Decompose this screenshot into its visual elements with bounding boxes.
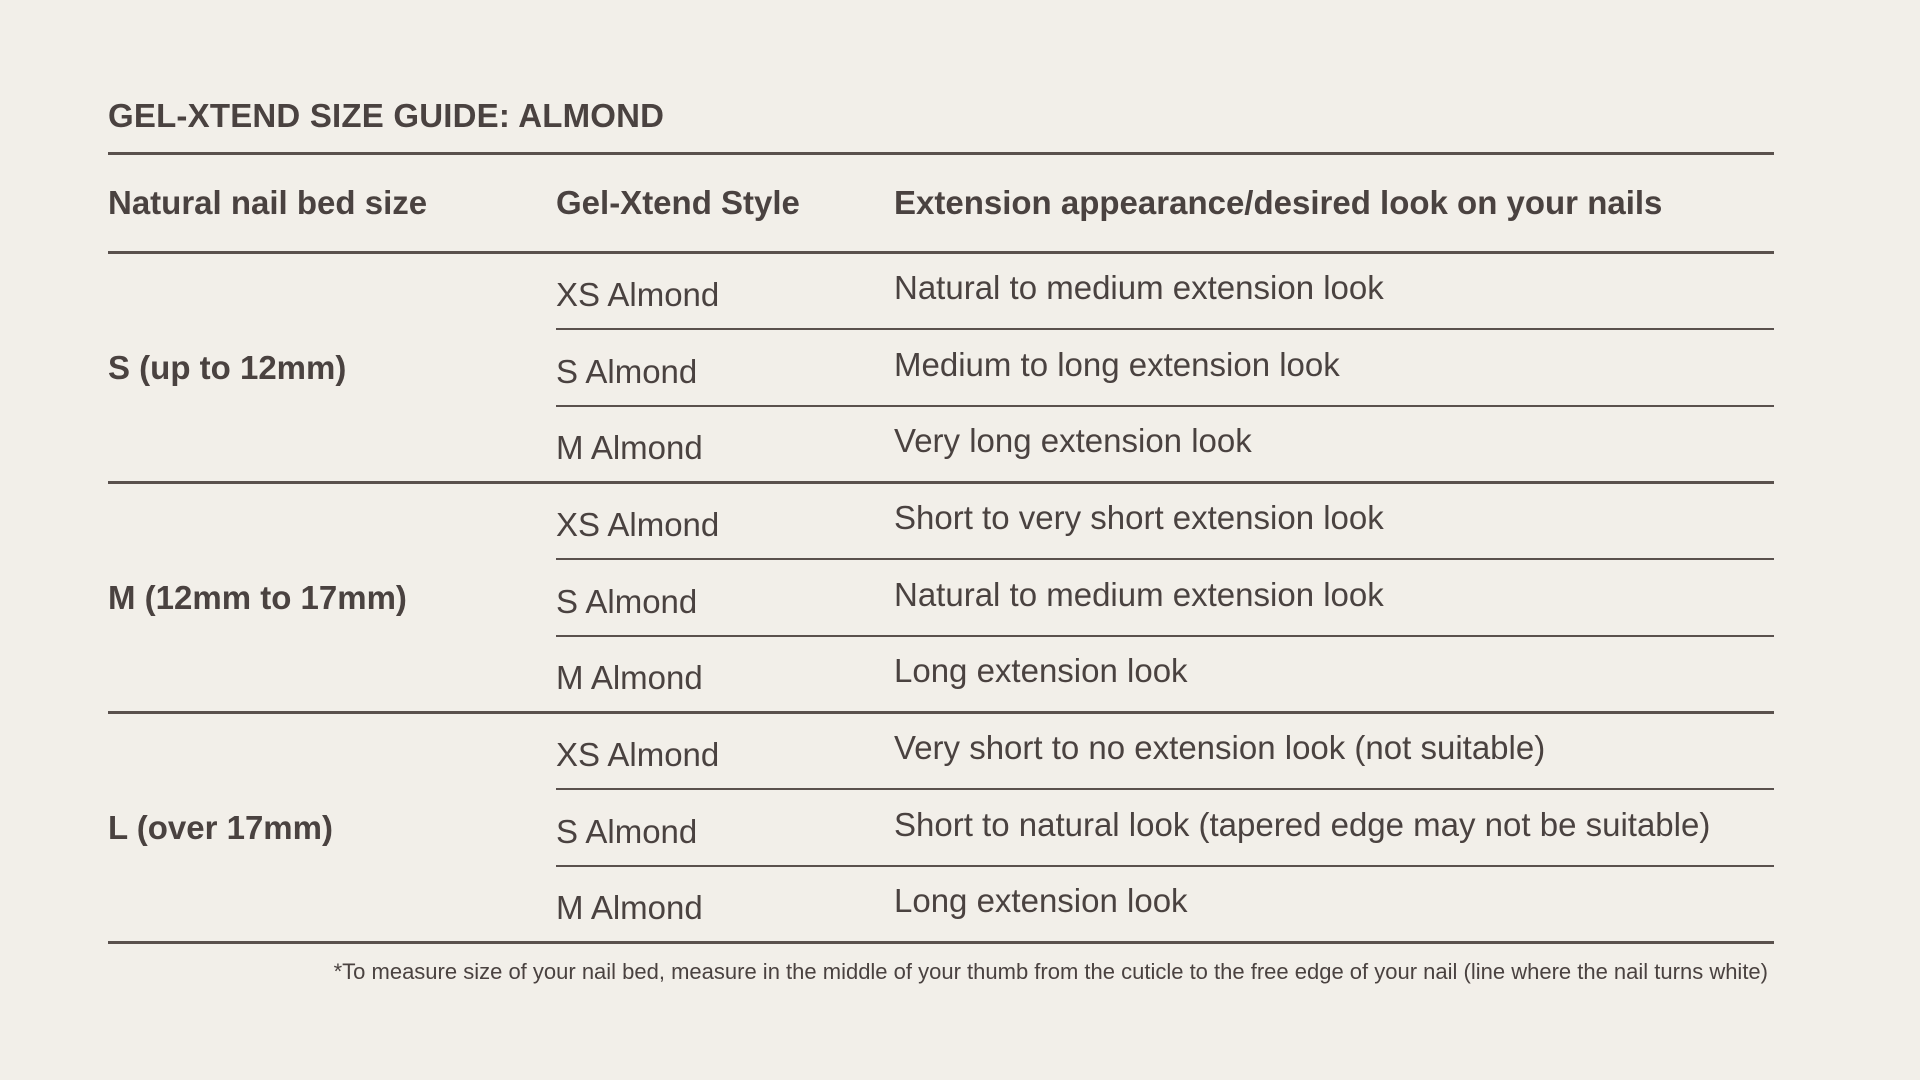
look-cell: Short to natural look (tapered edge may not be suitable)	[894, 805, 1711, 843]
table-header	[108, 155, 1774, 251]
size-label: M (12mm to 17mm)	[108, 578, 407, 616]
look-cell: Long extension look	[894, 651, 1188, 689]
size-guide	[108, 92, 1774, 988]
size-label: L (over 17mm)	[108, 808, 333, 846]
footnote: *To measure size of your nail bed, measure in the middle of your thumb from the cuticle to the free edge of your nail (line where the nail turns white)	[333, 959, 1768, 984]
style-cell: XS Almond	[556, 506, 720, 544]
look-cell: Natural to medium extension look	[894, 575, 1384, 613]
table-row	[556, 484, 1774, 558]
style-cell: M Almond	[556, 888, 703, 926]
table-row	[556, 790, 1774, 864]
style-cell: XS Almond	[556, 736, 720, 774]
table-row	[556, 637, 1774, 711]
style-cell: XS Almond	[556, 276, 720, 314]
style-cell: M Almond	[556, 428, 703, 466]
look-cell: Medium to long extension look	[894, 345, 1340, 383]
look-cell: Short to very short extension look	[894, 499, 1384, 537]
look-cell: Long extension look	[894, 881, 1188, 919]
size-group-m	[108, 484, 1774, 711]
table-row	[556, 560, 1774, 634]
size-label: S (up to 12mm)	[108, 348, 347, 386]
size-group-s	[108, 254, 1774, 481]
style-cell: S Almond	[556, 352, 698, 390]
table-row	[556, 867, 1774, 941]
table-row	[556, 714, 1774, 788]
bottom-rule	[108, 941, 1774, 944]
style-cell: M Almond	[556, 658, 703, 696]
look-cell: Very short to no extension look (not suitable)	[894, 729, 1546, 767]
style-cell: S Almond	[556, 812, 698, 850]
header-extension-appearance: Extension appearance/desired look on your nails	[894, 184, 1663, 221]
style-cell: S Almond	[556, 582, 698, 620]
size-group-l	[108, 714, 1774, 941]
look-cell: Natural to medium extension look	[894, 269, 1384, 307]
look-cell: Very long extension look	[894, 421, 1252, 459]
page-title: GEL-XTEND SIZE GUIDE: ALMOND	[108, 97, 665, 134]
table-row	[556, 407, 1774, 481]
header-nail-bed-size: Natural nail bed size	[108, 184, 428, 221]
table-row	[556, 254, 1774, 328]
header-gel-xtend-style: Gel-Xtend Style	[556, 184, 800, 221]
table-row	[556, 330, 1774, 404]
